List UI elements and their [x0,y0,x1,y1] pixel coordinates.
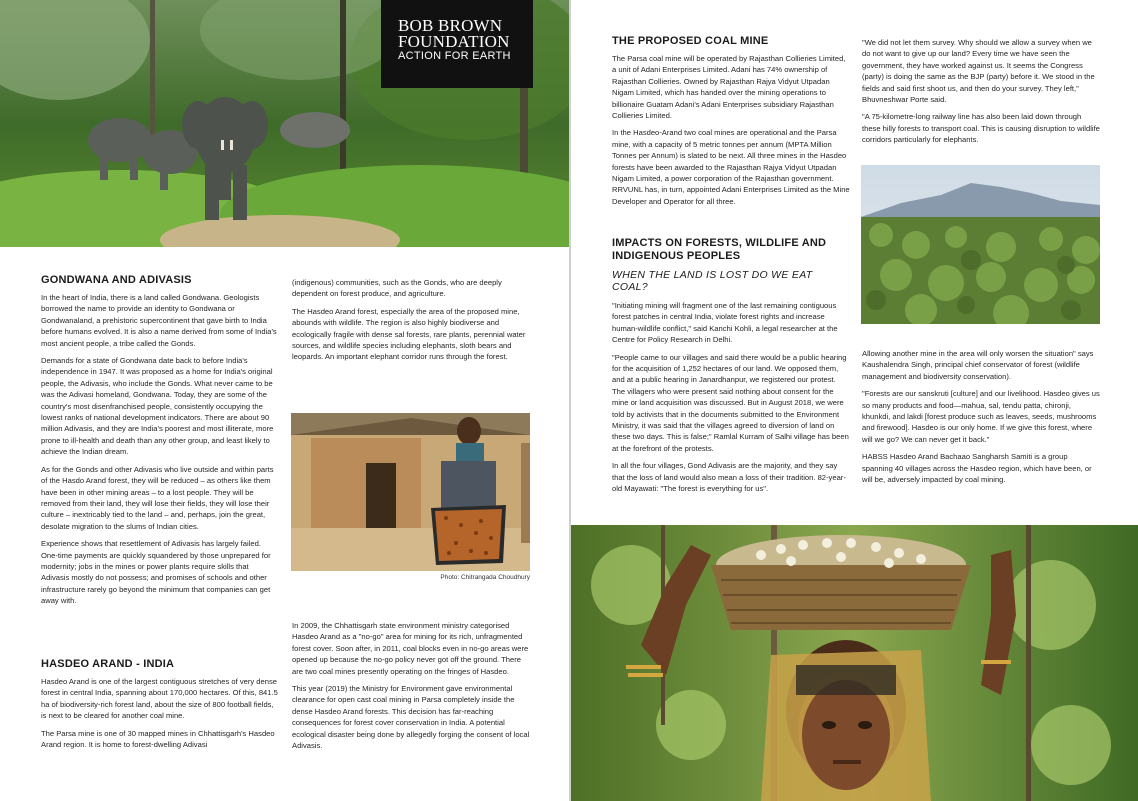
body-paragraph: "People came to our villages and said there would be a public hearing for the acquisition of 1,252 hectares of our land. We opposed them, and at a public hearing in Janardhanpur, we registered our protest. The villagers who were present said nothing about consent for the mine or land acquisition was discussed. But in August 2018, we were told by activists that in the documents submitted to the Environment Ministry, it was said that the villages agreed to diversion of land on these two days. This is false;" Ramlal Kurram of Salhi village has been at the forefront of the protests. [612,352,849,453]
left-column-2-bottom [292,620,532,757]
body-paragraph: Allowing another mine in the area will only worsen the situation" says Kaushalendra Singh, principal chief conservator of forest (wildlife management and biodiversity conservation). [862,349,1094,381]
villager-illustration [291,413,530,571]
hasdeo-heading: HASDEO ARAND - INDIA [41,658,175,670]
foundation-logo [381,0,533,88]
impacts-subheading: WHEN THE LAND IS LOST DO WE EAT COAL? [612,269,813,293]
body-paragraph: The Parsa coal mine will be operated by Rajasthan Collieries Limited, a unit of Adani Enterprises Limited. Adani has 74% ownership of Rajasthan Collieries. Owned by Rajasthan Rajya Vidyut Utpadan Nigam Limited, which has handed over the mining operations to billionaire Guatam Adani's Adani Enterprises subsidiary Rajasthan Collieries Limited. [612,54,846,121]
body-paragraph: In all the four villages, Gond Adivasis are the majority, and they say that the loss of land would also mean a loss of their tradition. 82-year-old Mayawati: "The forest is everything for us". [612,461,846,494]
body-paragraph: In 2009, the Chhattisgarh state environment ministry categorised Hasdeo Arand as a "no-go" area for mining for its rich, unfragmented forest cover. Soon after, in 2011, coal blocks even in no-go areas were opened up because the no-go policy never got off the ground. There are two coal mines presently operating on the fringes of Hasdeo. [292,621,529,676]
body-paragraph: "Initiating mining will fragment one of the last remaining contiguous forest patches in central India, violate forest rights and increase human-wildlife conflict," said Kanchi Kohli, a legal researcher at the Centre for Policy Research in Delhi. [612,301,838,345]
photo-caption: Photo: Chitrangada Choudhury [440,574,530,581]
left-column-2-top [292,277,532,369]
woman-basket-illustration [571,525,1138,801]
gondwana-paragraph: In the heart of India, there is a land called Gondwana. Geologists borrowed the name to provide an identity to Gondwana or Gondwanaland, a prehistoric supercontinent that gave birth to India before humans evolved. It is also a name derived from some of India's most ancient people, a tribe called the Gonds. [41,293,277,348]
body-paragraph: In the Hasdeo-Arand two coal mines are operational and the Parsa mine, with a capacity of 5 metric tonnes per annum (MPTA Million Tonnes per Annum) is slated to be next. All three mines in the Hasdeo forests have been awarded to the Rajasthan Rajya Vidyut Utpadan Nigam Limited, a power corporation of the Rajasthan government. RRVUNL has, in turn, appointed Adani Enterprises Limited as the Mine Developer and Operator for all three. [612,128,850,206]
right-column-2-top [862,37,1100,152]
body-paragraph: "Forests are our sanskruti [culture] and our livelihood. Hasdeo gives us so many products and food—mahua, sal, tendu patta, chironji, khunkdi, and lakdi [forest produce such as leaves, seeds, mushrooms and firewood]. Hasdeo is our only home. If we give this forest, where will we go? We can never get it back." [862,389,1100,444]
gondwana-heading: GONDWANA AND ADIVASIS [41,274,192,286]
woman-basket-photo [571,525,1138,801]
hasdeo-paragraph: Hasdeo Arand is one of the largest contiguous stretches of very dense forest in central India, spanning about 170,000 hectares. Of this, 841.5 ha of biodiversity-rich forest land, about the size of 800 football fields, is next to be cleared for another coal mine. [41,677,278,721]
body-paragraph: "We did not let them survey. Why should we allow a survey when we do not want to give up our land? Every time we have seen the government, they have worked against us. It seems the Congress (party) is doing the same as the BJP (party) before it. We stood in the fields and said first shoot us, and then do your survey. They left," Bhuvneshwar Porte said. [862,38,1095,105]
forest-landscape-photo [861,165,1100,324]
logo-line-1: BOB BROWN [398,16,503,35]
gondwana-paragraph: Demands for a state of Gondwana date back to before India's independence in 1947. It was proposed as a home for India's original people, the Adivasis, who include the Gonds. What never came to be was the Adivasi homeland, Gondwana. Today, they are some of the country's most disenfranchised people, consistently occupying the lowest ranks of national development indicators. There are about 90 million Adivasis, and they are India's poorest and most illiterate, more prone to ill-health and death than any other group, and least likely to achieve the Indian dream. [41,356,274,457]
hasdeo-section [41,658,278,756]
impacts-section [612,237,850,501]
body-paragraph: The Hasdeo Arand forest, especially the area of the proposed mine, abounds with wildlife. The region is also highly biodiverse and ecologically fragile with dense sal forests, rare plants, perennial water sources, and wildlife species including elephants, sloth bears and leopards. An important elephant corridor runs through the forest. [292,306,526,362]
right-column-2-bottom [862,348,1100,491]
coal-mine-section [612,35,850,213]
right-page [571,0,1138,801]
body-paragraph: HABSS Hasdeo Arand Bachaao Sangharsh Samiti is a group spanning 40 villages across the Hasdeo region, which have been, or will be, adversely impacted by coal mining. [862,452,1092,485]
forest-landscape-illustration [861,165,1100,324]
coal-mine-heading: THE PROPOSED COAL MINE [612,35,769,47]
gondwana-section [41,274,278,613]
gondwana-paragraph: As for the Gonds and other Adivasis who live outside and within parts of the Hasdo Arand forest, they will be reduced – as others like them have been in other mining areas – to a lost people. They will be removed from their land, they will lose their fields, they will lose their culture – inextricably tied to the land – and, perhaps, join the great, desolate migration to the slums of Indian cities. [41,464,274,531]
body-paragraph: This year (2019) the Ministry for Environment gave environmental clearance for open cast coal mining in Parsa completely inside the dense Hasdeo Arand forests. This decision has far-reaching consequences for forest cover conservation in India. A potential ecological disaster being done by allegedly forging the consent of local Adivasis. [292,684,530,751]
gondwana-paragraph: Experience shows that resettlement of Adivasis has largely failed. One-time payments are quickly squandered by those unprepared for modernity; jobs in the mines or power plants require skills that Adivasis mostly do not possess; and promises of schools and other infrastructure rarely go beyond the minimum that companies can get away with. [41,539,271,606]
logo-tagline: ACTION FOR EARTH [398,50,511,62]
impacts-heading: IMPACTS ON FORESTS, WILDLIFE AND INDIGENOUS PEOPLES [612,237,827,262]
logo-line-2: FOUNDATION [398,32,510,51]
hasdeo-paragraph: The Parsa mine is one of 30 mapped mines in Chhattisgarh's Hasdeo Arand region. It is home to forest-dwelling Adivasi [41,728,275,750]
body-paragraph: (indigenous) communities, such as the Gonds, who are deeply dependent on forest produce, and agriculture. [292,278,502,299]
body-paragraph: "A 75-kilometre-long railway line has also been laid down through these hilly forests to transport coal. This is causing disruption to wildlife corridors particularly for elephants. [862,112,1100,145]
villager-photo [291,413,530,571]
